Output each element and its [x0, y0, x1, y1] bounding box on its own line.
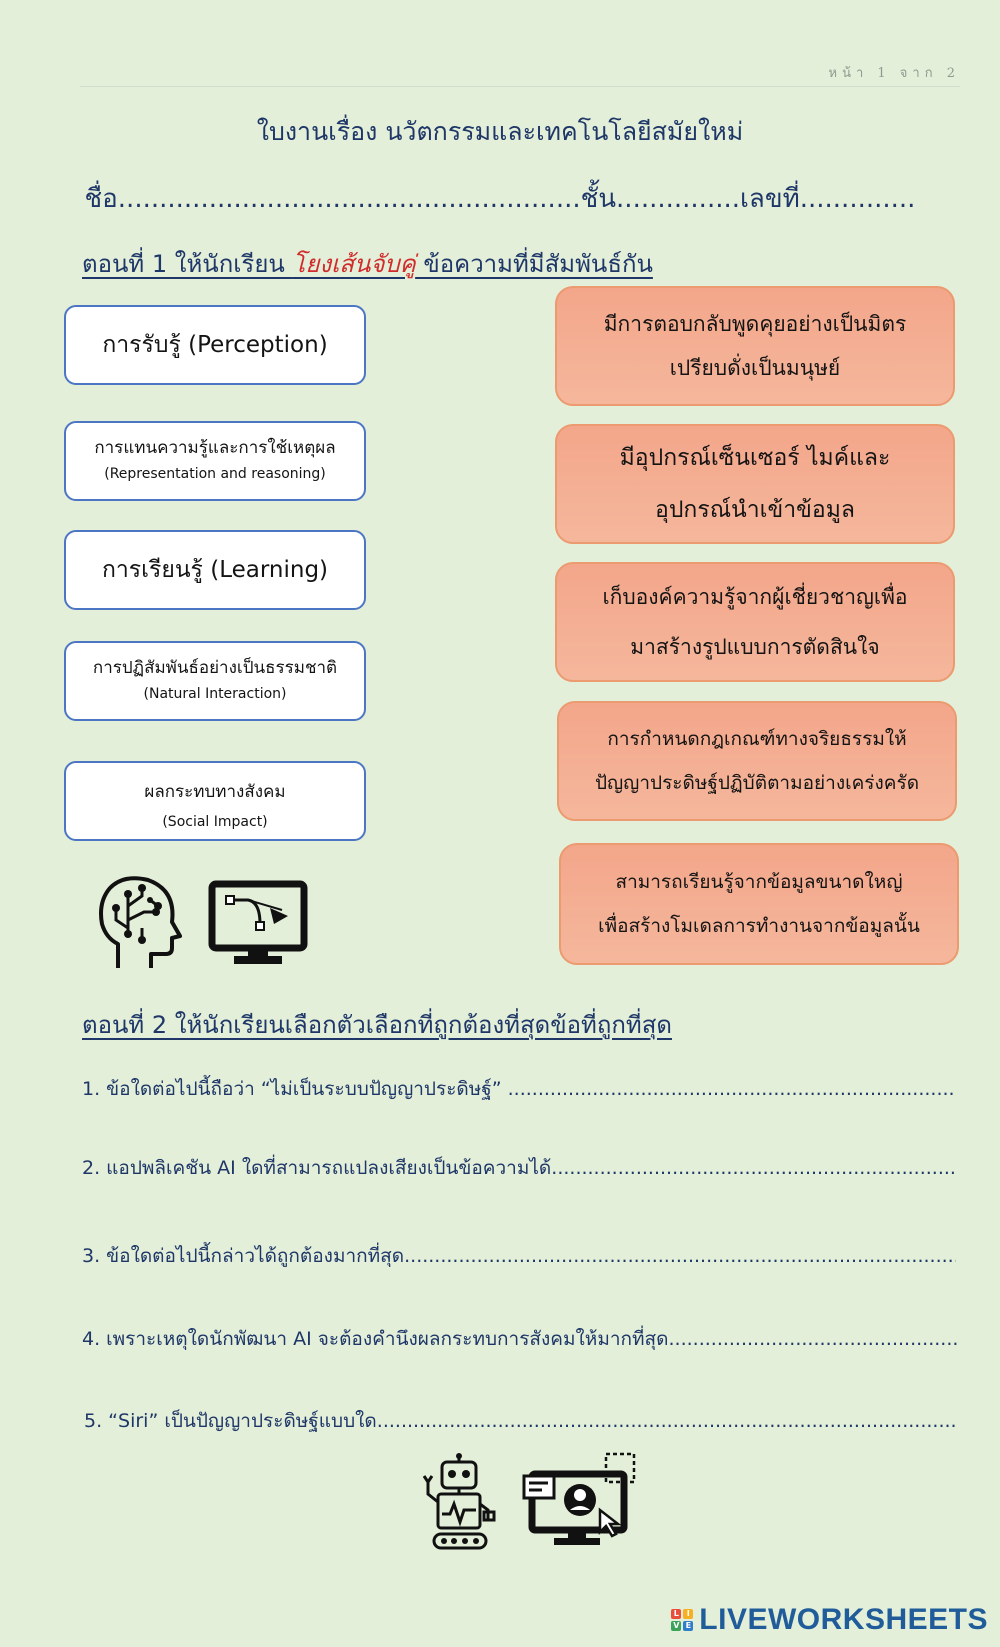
part1-heading — [82, 244, 653, 283]
question-3[interactable]: 3. ข้อใดต่อไปนี้กล่าวได้ถูกต้องมากที่สุด ..... — [82, 1241, 956, 1271]
left-box-label: การแทนความรู้และการใช้เหตุผล — [94, 438, 336, 458]
left-box-learning[interactable] — [64, 530, 366, 610]
right-box-line2: อุปกรณ์นำเข้าข้อมูล — [655, 497, 855, 523]
question-2[interactable]: 2. แอปพลิเคชัน AI ใดที่สามารถแปลงเสียงเป็นข้อความได้ ..... — [82, 1153, 956, 1183]
left-box-social-impact[interactable] — [64, 761, 366, 841]
computer-user-icon — [522, 1452, 638, 1548]
right-box-line2: เปรียบดั่งเป็นมนุษย์ — [669, 356, 841, 380]
part1-heading-start: ตอนที่ 1 ให้นักเรียน — [82, 250, 293, 278]
right-box-line1: มีอุปกรณ์เซ็นเซอร์ ไมค์และ — [619, 445, 891, 471]
right-box-expert-knowledge[interactable] — [555, 562, 955, 682]
logo-mark — [671, 1609, 693, 1631]
left-box-sublabel: (Natural Interaction) — [143, 686, 287, 702]
left-box-perception[interactable] — [64, 305, 366, 385]
part1-heading-end: ข้อความที่มีสัมพันธ์กัน — [415, 250, 653, 278]
left-box-label: ผลกระทบทางสังคม — [144, 782, 286, 802]
left-box-representation[interactable] — [64, 421, 366, 501]
page-number: หน้า 1 จาก 2 — [828, 66, 960, 81]
robot-icon — [422, 1452, 502, 1552]
right-box-line1: สามารถเรียนรู้จากข้อมูลขนาดใหญ่ — [615, 871, 903, 893]
right-box-line1: การกำหนดกฎเกณฑ์ทางจริยธรรมให้ — [607, 728, 907, 750]
question-4[interactable]: 4. เพราะเหตุใดนักพัฒนา AI จะต้องคำนึงผลกระทบการสังคมให้มากที่สุด ..... — [82, 1324, 958, 1354]
right-box-big-data[interactable] — [559, 843, 959, 965]
right-box-line2: มาสร้างรูปแบบการตัดสินใจ — [630, 635, 880, 659]
logo-letter: I — [683, 1609, 693, 1619]
right-box-line2: ปัญญาประดิษฐ์ปฏิบัติตามอย่างเคร่งครัด — [594, 772, 920, 794]
part1-heading-emphasis: โยงเส้นจับคู่ — [292, 250, 416, 278]
right-box-line1: มีการตอบกลับพูดคุยอย่างเป็นมิตร — [603, 312, 907, 336]
logo-letter: L — [671, 1609, 681, 1619]
left-box-sublabel: (Representation and reasoning) — [104, 466, 326, 482]
monitor-vector-icon — [208, 880, 308, 966]
student-info-line[interactable]: ชื่อ........................................................ชั้น...............เลขที่.............. — [84, 184, 916, 214]
left-box-label: การรับรู้ (Perception) — [102, 332, 328, 358]
logo-letter: V — [673, 1621, 680, 1630]
question-5[interactable]: 5. “Siri” เป็นปัญญาประดิษฐ์แบบใด ..... — [84, 1406, 958, 1436]
logo-text: LIVEWORKSHEETS — [699, 1603, 988, 1636]
right-box-ethics-rules[interactable] — [557, 701, 957, 821]
right-box-line2: เพื่อสร้างโมเดลการทำงานจากข้อมูลนั้น — [598, 915, 920, 937]
brain-circuit-icon — [96, 872, 186, 972]
left-box-natural-interaction[interactable] — [64, 641, 366, 721]
left-box-sublabel: (Social Impact) — [162, 814, 268, 830]
part2-heading: ตอนที่ 2 ให้นักเรียนเลือกตัวเลือกที่ถูกต้องที่สุดข้อที่ถูกที่สุด — [82, 1011, 672, 1039]
question-1[interactable]: 1. ข้อใดต่อไปนี้ถือว่า “ไม่เป็นระบบปัญญาประดิษฐ์” ..... — [82, 1074, 956, 1104]
header-rule — [80, 86, 960, 87]
worksheet-title: ใบงานเรื่อง นวัตกรรมและเทคโนโลยีสมัยใหม่ — [256, 117, 744, 146]
right-box-friendly-reply[interactable] — [555, 286, 955, 406]
right-box-line1: เก็บองค์ความรู้จากผู้เชี่ยวชาญเพื่อ — [602, 585, 908, 609]
logo-letter: E — [683, 1621, 693, 1631]
left-box-label: การเรียนรู้ (Learning) — [101, 557, 329, 583]
right-box-sensors[interactable] — [555, 424, 955, 544]
liveworksheets-logo[interactable] — [671, 1603, 988, 1637]
left-box-label: การปฏิสัมพันธ์อย่างเป็นธรรมชาติ — [92, 658, 338, 678]
